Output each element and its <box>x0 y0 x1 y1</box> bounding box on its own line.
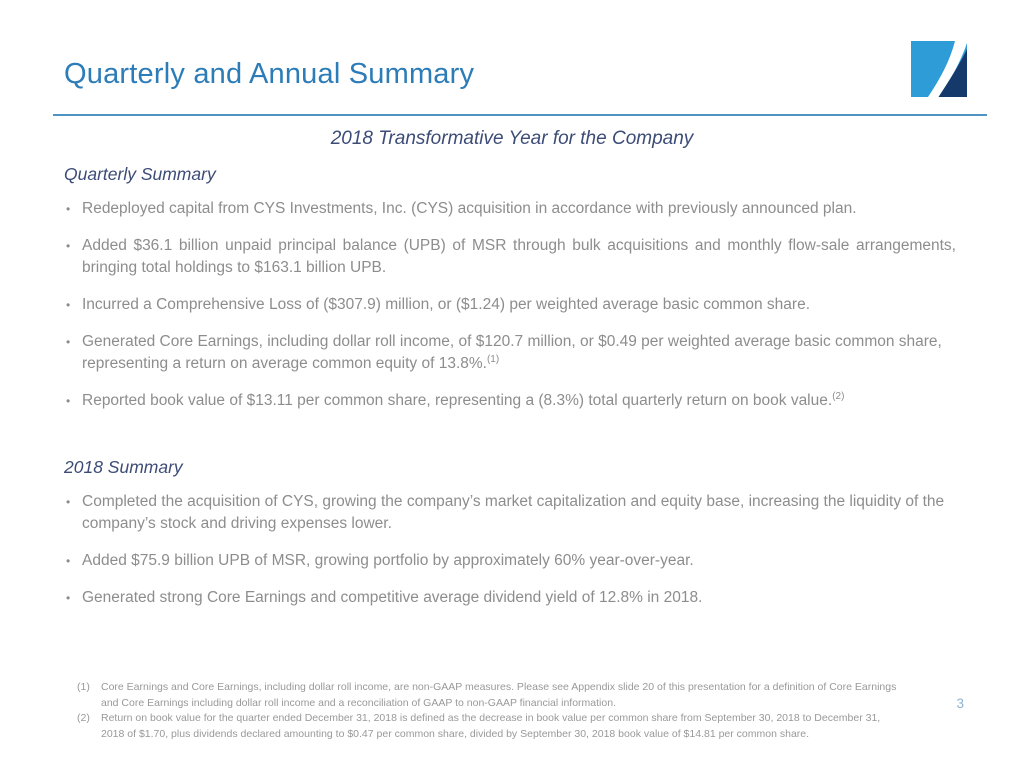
bullet-item <box>64 294 956 316</box>
footnotes <box>77 680 905 742</box>
footnote-text: Core Earnings and Core Earnings, including dollar roll income, are non-GAAP measures. Please see Appendix slide 20 of this presentation for a definition of Core Earnings and Core Earnings including dollar roll income and a reconciliation of GAAP to non-GAAP financial information. <box>101 681 897 709</box>
bullet-item <box>64 390 956 412</box>
page-title: Quarterly and Annual Summary <box>64 58 475 90</box>
bullet-text: Generated Core Earnings, including dollar roll income, of $120.7 million, or $0.49 per weighted average basic common share, representing a return on average common equity of 13.8%. <box>82 333 942 372</box>
title-divider <box>53 114 987 116</box>
footnote-2 <box>77 711 905 742</box>
annual-summary-section <box>64 457 956 624</box>
bullet-text: Reported book value of $13.11 per common share, representing a (8.3%) total quarterly return on book value. <box>82 392 833 409</box>
bullet-text: Redeployed capital from CYS Investments, Inc. (CYS) acquisition in accordance with previously announced plan. <box>82 200 857 217</box>
footnote-1 <box>77 680 905 711</box>
bullet-item <box>64 550 956 572</box>
bullet-text: Generated strong Core Earnings and competitive average dividend yield of 12.8% in 2018. <box>82 589 703 606</box>
bullet-item <box>64 235 956 279</box>
bullet-text: Added $75.9 billion UPB of MSR, growing portfolio by approximately 60% year-over-year. <box>82 552 694 569</box>
slide-subtitle: 2018 Transformative Year for the Company <box>330 128 694 149</box>
footnote-marker: (1) <box>77 681 90 693</box>
footnote-text: Return on book value for the quarter ended December 31, 2018 is defined as the decrease in book value per common share from September 30, 2018 to December 31, 2018 of $1.70, plus dividends declared amounting to $0.47 per common share, divided by September 30, 2018 book value of $14.81 per common share. <box>101 712 881 740</box>
annual-summary-list <box>64 491 956 609</box>
quarterly-summary-section <box>64 164 956 427</box>
bullet-text: Incurred a Comprehensive Loss of ($307.9) million, or ($1.24) per weighted average basic common share. <box>82 296 811 313</box>
bullet-item <box>64 331 956 375</box>
bullet-text: Added $36.1 billion unpaid principal balance (UPB) of MSR through bulk acquisitions and monthly flow-sale arrangements, bringing total holdings to $163.1 billion UPB. <box>82 237 956 276</box>
quarterly-summary-heading: Quarterly Summary <box>64 164 216 184</box>
quarterly-summary-list <box>64 198 956 412</box>
bullet-text: Completed the acquisition of CYS, growing the company’s market capitalization and equity base, increasing the liquidity of the company’s stock and driving expenses lower. <box>82 493 945 532</box>
footnote-marker: (2) <box>77 712 90 724</box>
page-number: 3 <box>956 696 964 711</box>
company-logo-icon <box>911 41 967 97</box>
bullet-item <box>64 198 956 220</box>
annual-summary-heading: 2018 Summary <box>64 457 183 477</box>
bullet-item <box>64 587 956 609</box>
bullet-item <box>64 491 956 535</box>
footnote-ref: (2) <box>832 390 845 402</box>
footnote-ref: (1) <box>486 353 500 365</box>
